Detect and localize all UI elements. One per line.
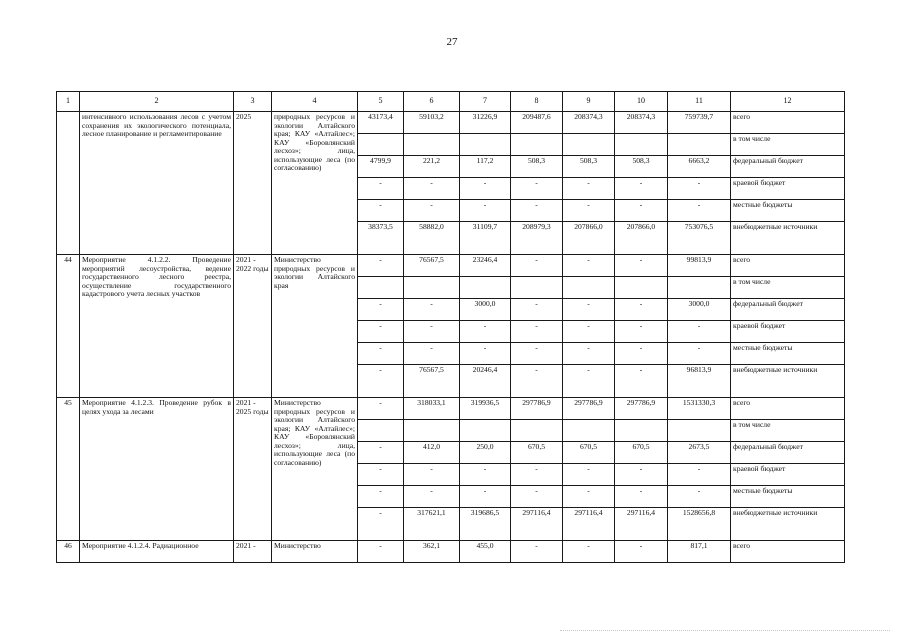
funding-value-cell: - xyxy=(563,200,615,222)
column-header: 5 xyxy=(358,92,404,112)
row-number xyxy=(57,112,80,255)
funding-value-cell: - xyxy=(563,365,615,398)
funding-value-cell: 319686,5 xyxy=(460,508,511,541)
funding-value-cell: - xyxy=(563,464,615,486)
funding-source-label: местные бюджеты xyxy=(731,343,845,365)
funding-value-cell: 23246,4 xyxy=(460,255,511,277)
funding-source-label: в том числе xyxy=(731,134,845,156)
funding-value-cell: 297786,9 xyxy=(615,398,668,420)
funding-value-cell: - xyxy=(668,486,731,508)
funding-value-cell: - xyxy=(460,464,511,486)
funding-value-cell: 319936,5 xyxy=(460,398,511,420)
funding-value-cell: - xyxy=(563,255,615,277)
funding-value-cell: - xyxy=(358,321,404,343)
table-row xyxy=(57,398,845,420)
funding-value-cell xyxy=(668,277,731,299)
funding-value-cell: 99813,9 xyxy=(668,255,731,277)
funding-value-cell: - xyxy=(615,299,668,321)
funding-value-cell: 20246,4 xyxy=(460,365,511,398)
funding-source-label: внебюджетные источники xyxy=(731,222,845,255)
page-number: 27 xyxy=(446,36,458,48)
funding-value-cell: - xyxy=(563,299,615,321)
funding-value-cell: - xyxy=(404,178,460,200)
funding-value-cell: - xyxy=(615,343,668,365)
funding-value-cell xyxy=(668,134,731,156)
funding-value-cell: 753076,5 xyxy=(668,222,731,255)
funding-value-cell: - xyxy=(358,442,404,464)
funding-value-cell xyxy=(615,134,668,156)
funding-value-cell: 317621,1 xyxy=(404,508,460,541)
funding-value-cell: - xyxy=(358,178,404,200)
responsible-executors: Министерство природных ресурсов и экологии Алтайского края xyxy=(272,255,358,398)
funding-value-cell: 31226,9 xyxy=(460,112,511,134)
funding-value-cell: 297116,4 xyxy=(563,508,615,541)
column-header: 10 xyxy=(615,92,668,112)
funding-value-cell: 759739,7 xyxy=(668,112,731,134)
funding-value-cell: - xyxy=(404,299,460,321)
column-header: 11 xyxy=(668,92,731,112)
funding-value-cell: - xyxy=(668,343,731,365)
funding-value-cell: - xyxy=(615,541,668,563)
funding-value-cell: - xyxy=(615,178,668,200)
funding-value-cell: - xyxy=(460,321,511,343)
funding-source-label: краевой бюджет xyxy=(731,321,845,343)
funding-value-cell: - xyxy=(563,178,615,200)
row-number: 46 xyxy=(57,541,80,563)
funding-source-label: всего xyxy=(731,398,845,420)
column-header: 3 xyxy=(234,92,272,112)
funding-value-cell: - xyxy=(460,178,511,200)
funding-value-cell: - xyxy=(615,255,668,277)
funding-value-cell: - xyxy=(615,464,668,486)
funding-value-cell: 208979,3 xyxy=(511,222,563,255)
funding-source-label: местные бюджеты xyxy=(731,200,845,222)
funding-source-label: краевой бюджет xyxy=(731,464,845,486)
funding-source-label: краевой бюджет xyxy=(731,178,845,200)
table-body xyxy=(57,112,845,563)
funding-value-cell: - xyxy=(404,464,460,486)
funding-value-cell xyxy=(404,134,460,156)
funding-value-cell: 208374,3 xyxy=(563,112,615,134)
funding-value-cell: 670,5 xyxy=(615,442,668,464)
funding-value-cell: - xyxy=(563,486,615,508)
funding-value-cell: 59103,2 xyxy=(404,112,460,134)
funding-value-cell: 318033,1 xyxy=(404,398,460,420)
funding-value-cell: - xyxy=(511,178,563,200)
funding-value-cell: - xyxy=(358,255,404,277)
funding-value-cell xyxy=(615,420,668,442)
funding-value-cell xyxy=(668,420,731,442)
funding-value-cell: 38373,5 xyxy=(358,222,404,255)
funding-value-cell xyxy=(511,134,563,156)
funding-value-cell: - xyxy=(358,464,404,486)
funding-value-cell xyxy=(404,420,460,442)
funding-value-cell: - xyxy=(358,343,404,365)
funding-value-cell xyxy=(511,420,563,442)
funding-value-cell: - xyxy=(511,299,563,321)
funding-value-cell xyxy=(563,134,615,156)
funding-value-cell: - xyxy=(460,343,511,365)
funding-value-cell: - xyxy=(668,464,731,486)
funding-value-cell xyxy=(460,277,511,299)
funding-value-cell: - xyxy=(404,321,460,343)
scan-artifact-line xyxy=(560,630,890,633)
column-header: 12 xyxy=(731,92,845,112)
implementation-period: 2021 - xyxy=(234,541,272,563)
funding-value-cell: 117,2 xyxy=(460,156,511,178)
funding-value-cell: 4799,9 xyxy=(358,156,404,178)
funding-value-cell: 58882,0 xyxy=(404,222,460,255)
funding-value-cell xyxy=(404,277,460,299)
funding-value-cell: - xyxy=(404,486,460,508)
funding-value-cell: 297116,4 xyxy=(511,508,563,541)
funding-source-label: местные бюджеты xyxy=(731,486,845,508)
funding-value-cell: - xyxy=(563,343,615,365)
funding-value-cell xyxy=(563,420,615,442)
row-number: 45 xyxy=(57,398,80,541)
table-row xyxy=(57,541,845,563)
funding-value-cell xyxy=(460,134,511,156)
responsible-executors: Министерство xyxy=(272,541,358,563)
funding-value-cell: - xyxy=(460,486,511,508)
funding-source-label: в том числе xyxy=(731,420,845,442)
funding-value-cell: 96813,9 xyxy=(668,365,731,398)
funding-value-cell: - xyxy=(511,541,563,563)
column-header: 9 xyxy=(563,92,615,112)
funding-value-cell xyxy=(358,420,404,442)
responsible-executors: Министерство природных ресурсов и экологии Алтайского края; КАУ «Алтайлес»; КАУ «Боровлянский лесхоз»; лица, использующие леса (по согласованию) xyxy=(272,398,358,541)
funding-value-cell: - xyxy=(615,486,668,508)
funding-source-label: внебюджетные источники xyxy=(731,365,845,398)
budget-table xyxy=(56,91,845,563)
implementation-period: 2021 - 2025 годы xyxy=(234,398,272,541)
funding-value-cell: - xyxy=(511,321,563,343)
funding-value-cell: - xyxy=(358,508,404,541)
funding-value-cell: 207866,0 xyxy=(563,222,615,255)
funding-source-label: всего xyxy=(731,255,845,277)
funding-value-cell: 43173,4 xyxy=(358,112,404,134)
funding-value-cell xyxy=(563,277,615,299)
funding-value-cell: - xyxy=(511,486,563,508)
funding-value-cell: 2673,5 xyxy=(668,442,731,464)
funding-value-cell: 209487,6 xyxy=(511,112,563,134)
funding-value-cell: 6663,2 xyxy=(668,156,731,178)
column-number-row xyxy=(57,92,845,112)
funding-value-cell xyxy=(358,277,404,299)
activity-description: Мероприятие 4.1.2.3. Проведение рубок в целях ухода за лесами xyxy=(80,398,234,541)
funding-value-cell: 508,3 xyxy=(615,156,668,178)
funding-source-label: федеральный бюджет xyxy=(731,299,845,321)
table-row xyxy=(57,112,845,134)
table-row xyxy=(57,255,845,277)
funding-value-cell: 208374,3 xyxy=(615,112,668,134)
implementation-period: 2025 xyxy=(234,112,272,255)
funding-value-cell: - xyxy=(404,200,460,222)
funding-value-cell: - xyxy=(460,200,511,222)
funding-value-cell: 297786,9 xyxy=(563,398,615,420)
funding-value-cell: 76567,5 xyxy=(404,365,460,398)
column-header: 7 xyxy=(460,92,511,112)
activity-description: Мероприятие 4.1.2.4. Радиационное xyxy=(80,541,234,563)
funding-value-cell: - xyxy=(511,464,563,486)
funding-value-cell: - xyxy=(511,365,563,398)
funding-value-cell: 508,3 xyxy=(511,156,563,178)
funding-value-cell: - xyxy=(563,321,615,343)
funding-value-cell: 670,5 xyxy=(511,442,563,464)
funding-source-label: всего xyxy=(731,541,845,563)
column-header: 4 xyxy=(272,92,358,112)
funding-value-cell xyxy=(511,277,563,299)
funding-value-cell: 1531330,3 xyxy=(668,398,731,420)
funding-source-label: федеральный бюджет xyxy=(731,442,845,464)
funding-value-cell: - xyxy=(358,365,404,398)
funding-value-cell: - xyxy=(615,365,668,398)
funding-value-cell: 221,2 xyxy=(404,156,460,178)
funding-value-cell: 207866,0 xyxy=(615,222,668,255)
funding-value-cell: - xyxy=(511,255,563,277)
implementation-period: 2021 - 2022 годы xyxy=(234,255,272,398)
funding-value-cell: 3000,0 xyxy=(460,299,511,321)
funding-value-cell: - xyxy=(358,398,404,420)
funding-value-cell: 250,0 xyxy=(460,442,511,464)
funding-value-cell: - xyxy=(668,178,731,200)
funding-value-cell: 412,0 xyxy=(404,442,460,464)
funding-value-cell: - xyxy=(404,343,460,365)
column-header: 2 xyxy=(80,92,234,112)
row-number: 44 xyxy=(57,255,80,398)
funding-value-cell: 31109,7 xyxy=(460,222,511,255)
funding-value-cell: 1528656,8 xyxy=(668,508,731,541)
funding-source-label: всего xyxy=(731,112,845,134)
funding-value-cell: - xyxy=(358,541,404,563)
funding-value-cell: 817,1 xyxy=(668,541,731,563)
funding-value-cell: 3000,0 xyxy=(668,299,731,321)
funding-value-cell xyxy=(358,134,404,156)
funding-value-cell: 76567,5 xyxy=(404,255,460,277)
column-header: 6 xyxy=(404,92,460,112)
funding-value-cell: 508,3 xyxy=(563,156,615,178)
funding-source-label: федеральный бюджет xyxy=(731,156,845,178)
funding-value-cell: - xyxy=(615,321,668,343)
column-header: 1 xyxy=(57,92,80,112)
column-header: 8 xyxy=(511,92,563,112)
funding-value-cell: - xyxy=(563,541,615,563)
funding-value-cell: - xyxy=(668,200,731,222)
funding-value-cell: 670,5 xyxy=(563,442,615,464)
funding-value-cell: 455,0 xyxy=(460,541,511,563)
funding-source-label: внебюджетные источники xyxy=(731,508,845,541)
funding-source-label: в том числе xyxy=(731,277,845,299)
funding-value-cell: - xyxy=(358,200,404,222)
funding-value-cell xyxy=(615,277,668,299)
funding-value-cell: - xyxy=(358,486,404,508)
funding-value-cell: 297786,9 xyxy=(511,398,563,420)
funding-value-cell xyxy=(460,420,511,442)
responsible-executors: природных ресурсов и экологии Алтайского края; КАУ «Алтайлес»; КАУ «Боровлянский лесхоз»; лица, использующие леса (по согласованию) xyxy=(272,112,358,255)
activity-description: интенсивного использования лесов с учетом сохранения их экологического потенциала, лесное планирование и регламентирование xyxy=(80,112,234,255)
funding-value-cell: - xyxy=(615,200,668,222)
funding-value-cell: - xyxy=(668,321,731,343)
funding-value-cell: 297116,4 xyxy=(615,508,668,541)
funding-value-cell: - xyxy=(511,200,563,222)
funding-value-cell: - xyxy=(511,343,563,365)
funding-value-cell: - xyxy=(358,299,404,321)
activity-description: Мероприятие 4.1.2.2. Проведение мероприятий лесоустройства, ведение государственного лесного реестра, осуществление государственного кадастрового учета лесных участков xyxy=(80,255,234,398)
funding-value-cell: 362,1 xyxy=(404,541,460,563)
